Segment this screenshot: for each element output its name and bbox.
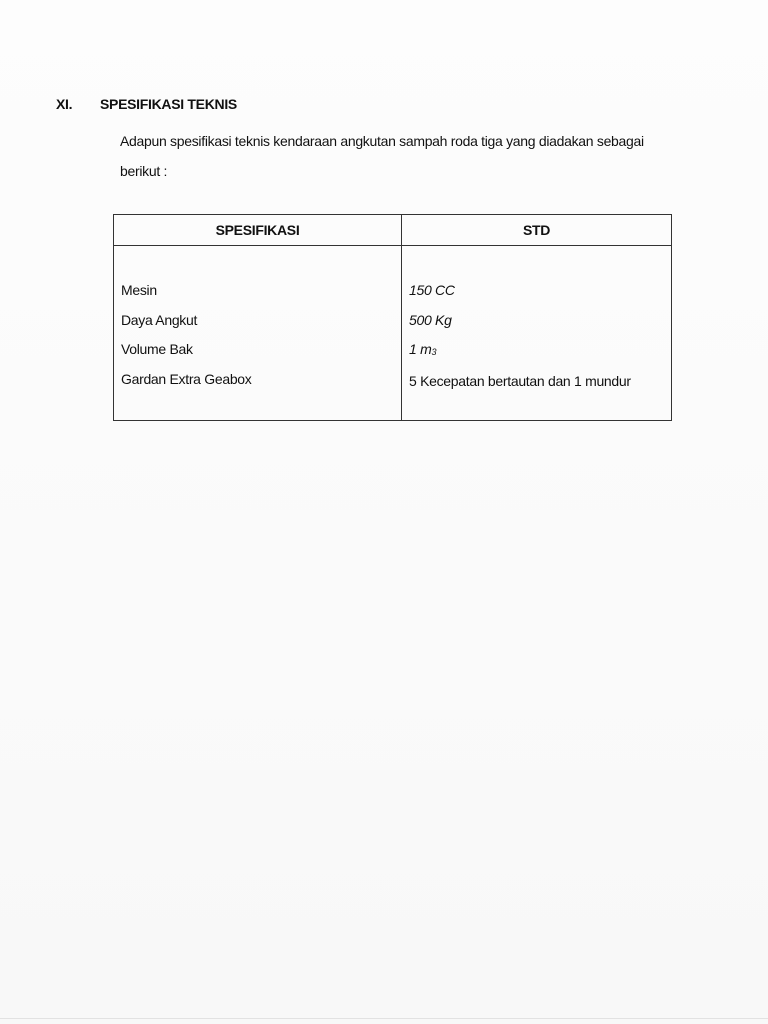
std-volume-bak xyxy=(409,335,671,367)
section-heading xyxy=(56,96,237,112)
section-number: XI. xyxy=(56,96,73,112)
table-header-row xyxy=(114,215,672,246)
spec-volume-bak: Volume Bak xyxy=(121,341,193,357)
spec-table xyxy=(113,214,672,421)
page-bottom-edge xyxy=(0,1018,768,1019)
std-column xyxy=(402,246,672,421)
std-mesin: 150 CC xyxy=(409,282,455,298)
spec-mesin: Mesin xyxy=(121,282,157,298)
table-row xyxy=(114,246,672,421)
spec-column xyxy=(114,246,402,421)
std-gardan: 5 Kecepatan bertautan dan 1 mundur xyxy=(409,372,631,389)
intro-paragraph: Adapun spesifikasi teknis kendaraan angkutan sampah roda tiga yang diadakan sebagai berikut : xyxy=(120,133,644,179)
std-daya-angkut: 500 Kg xyxy=(409,311,452,328)
section-title: SPESIFIKASI TEKNIS xyxy=(100,96,237,112)
spec-gardan: Gardan Extra Geabox xyxy=(121,370,252,387)
header-spesifikasi: SPESIFIKASI xyxy=(114,215,402,246)
std-volume-exponent: 3 xyxy=(431,347,437,357)
header-std: STD xyxy=(402,215,672,246)
std-volume-value: 1 m xyxy=(409,341,432,357)
spec-daya-angkut: Daya Angkut xyxy=(121,311,198,328)
